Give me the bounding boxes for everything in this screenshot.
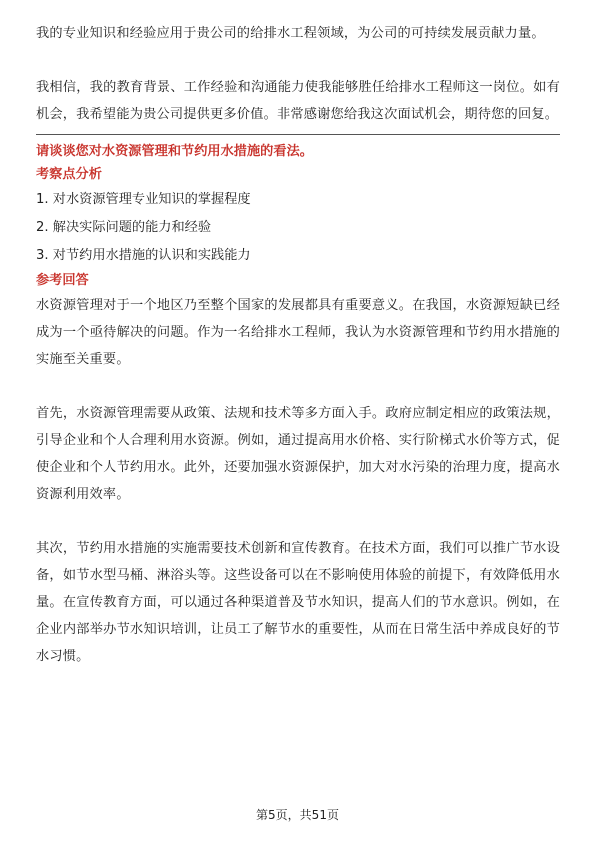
analysis-title: 考察点分析	[36, 167, 102, 182]
answer-paragraph: 首先，水资源管理需要从政策、法规和技术等多方面入手。政府应制定相应的政策法规，引导企业和个人合理利用水资源。例如，通过提高用水价格、实行阶梯式水价等方式，促使企业和个人节约用水。此外，还要加强水资源保护，加大对水污染的治理力度，提高水资源利用效率。	[36, 406, 560, 502]
analysis-item: 1. 对水资源管理专业知识的掌握程度	[36, 192, 251, 207]
section-divider	[36, 134, 560, 135]
paragraph-gap	[36, 47, 560, 74]
document-page	[36, 20, 560, 670]
analysis-item: 2. 解决实际问题的能力和经验	[36, 220, 212, 235]
page-number: 第5页，共51页	[256, 808, 339, 822]
paragraph-gap	[36, 508, 560, 535]
analysis-list	[36, 186, 560, 270]
answer-paragraph: 其次，节约用水措施的实施需要技术创新和宣传教育。在技术方面，我们可以推广节水设备，如节水型马桶、淋浴头等。这些设备可以在不影响使用体验的前提下，有效降低用水量。在宣传教育方面，可以通过各种渠道普及节水知识，提高人们的节水意识。例如，在企业内部举办节水知识培训，让员工了解节水的重要性，从而在日常生活中养成良好的节水习惯。	[36, 541, 560, 664]
paragraph-gap	[36, 373, 560, 400]
question-heading: 请谈谈您对水资源管理和节约用水措施的看法。	[36, 144, 313, 159]
answer-title: 参考回答	[36, 273, 89, 288]
analysis-item: 3. 对节约用水措施的认识和实践能力	[36, 248, 251, 263]
intro-paragraph: 我的专业知识和经验应用于贵公司的给排水工程领域，为公司的可持续发展贡献力量。	[36, 26, 545, 41]
answer-paragraph: 水资源管理对于一个地区乃至整个国家的发展都具有重要意义。在我国，水资源短缺已经成为一个亟待解决的问题。作为一名给排水工程师，我认为水资源管理和节约用水措施的实施至关重要。	[36, 298, 560, 367]
intro-paragraph: 我相信，我的教育背景、工作经验和沟通能力使我能够胜任给排水工程师这一岗位。如有机会，我希望能为贵公司提供更多价值。非常感谢您给我这次面试机会，期待您的回复。	[36, 80, 560, 122]
